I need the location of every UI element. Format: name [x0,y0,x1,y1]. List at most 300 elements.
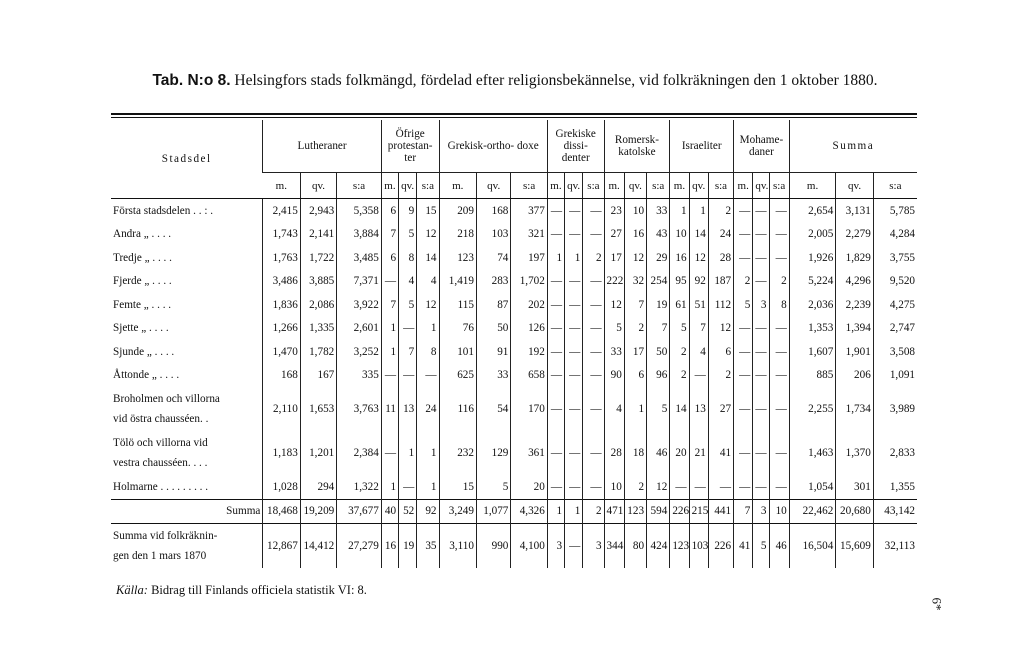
subheader-sa: s:a [873,173,917,199]
table-cell: 12 [708,317,733,341]
header-israeliter: Israeliter [670,120,734,173]
table-cell: 361 [511,431,547,475]
table-cell: 5 [476,475,510,499]
table-cell: 24 [708,223,733,247]
table-cell: 23 [604,199,624,223]
table-row [111,293,917,317]
table-cell: 17 [624,340,646,364]
table-cell: 1,028 [263,475,300,499]
table-cell: — [399,475,417,499]
row-label [111,499,263,524]
table-cell: — [753,387,769,431]
subheader-sa: s:a [647,173,670,199]
row-label-line: Femte „ . . . . [113,298,172,311]
table-cell: 7 [381,223,398,247]
table-cell: 254 [647,270,670,294]
table-cell: 8 [417,340,439,364]
row-label-line: Tölö och villorna vid [113,437,208,449]
table-row [111,270,917,294]
table-cell: 5 [399,223,417,247]
table-cell: 2,415 [263,199,300,223]
table-cell: 103 [476,223,510,247]
table-cell: 2,141 [300,223,336,247]
subheader-m: m. [670,173,689,199]
table-cell: 112 [708,293,733,317]
table-cell: 1,470 [263,340,300,364]
table-cell: 226 [708,524,733,569]
table-cell: 2 [583,246,604,270]
table-cell: — [565,223,583,247]
table-cell: 51 [689,293,708,317]
table-cell: 1,836 [263,293,300,317]
table-cell: 41 [734,524,753,569]
table-cell: 2,086 [300,293,336,317]
row-label-line: Holmarne . . . . . . . . . [113,480,209,493]
table-cell: 74 [476,246,510,270]
table-cell: 1,607 [789,340,836,364]
table-cell: 1 [565,246,583,270]
table-cell: 8 [769,293,789,317]
header-lutheraner: Lutheraner [263,120,381,173]
table-cell: 1 [417,317,439,341]
table-cell: — [565,364,583,388]
table-cell: — [734,317,753,341]
table-cell: — [381,431,398,475]
table-cell: 27 [604,223,624,247]
table-cell: 2,279 [836,223,873,247]
table-cell: 321 [511,223,547,247]
table-cell: 61 [670,293,689,317]
table-cell: 20 [511,475,547,499]
table-cell: 1 [547,499,564,524]
table-cell: — [753,475,769,499]
table-cell: 22,462 [789,499,836,524]
table-cell: 33 [604,340,624,364]
table-cell: — [670,475,689,499]
subheader-qv: qv. [476,173,510,199]
table-cell: 192 [511,340,547,364]
table-cell: 2,255 [789,387,836,431]
table-cell: 5 [734,293,753,317]
table-cell: — [583,317,604,341]
table-cell: 1 [689,199,708,223]
table-cell: 2,654 [789,199,836,223]
table-cell: — [769,340,789,364]
table-cell: 7 [624,293,646,317]
table-cell: 3 [547,524,564,569]
table-cell: 658 [511,364,547,388]
header-grekisk-orthodoxe: Grekisk-ortho- doxe [439,120,547,173]
table-cell: 4 [689,340,708,364]
table-row [111,199,917,223]
table-cell: — [734,246,753,270]
table-cell: 35 [417,524,439,569]
table-cell: 50 [476,317,510,341]
table-cell: 5,785 [873,199,917,223]
row-label [111,364,263,388]
row-label [111,340,263,364]
table-cell: 2,747 [873,317,917,341]
table-cell: — [583,475,604,499]
table-cell: 222 [604,270,624,294]
table-cell: 32,113 [873,524,917,569]
table-cell: 7 [381,293,398,317]
table-cell: 19 [647,293,670,317]
population-table [111,120,917,568]
table-cell: — [583,270,604,294]
table-cell: 126 [511,317,547,341]
table-cell: 170 [511,387,547,431]
table-cell: 2,833 [873,431,917,475]
table-cell: — [753,317,769,341]
row-label [111,387,263,431]
subheader-m: m. [547,173,564,199]
table-cell: 1,743 [263,223,300,247]
table-cell: 27 [708,387,733,431]
table-cell: 123 [670,524,689,569]
table-cell: — [734,340,753,364]
subheader-qv: qv. [624,173,646,199]
table-cell: 19,209 [300,499,336,524]
subheader-m: m. [263,173,300,199]
table-cell: 2 [734,270,753,294]
table-cell: 3,884 [337,223,382,247]
row-label [111,199,263,223]
table-cell: 16 [670,246,689,270]
table-cell: 2 [624,317,646,341]
table-cell: — [583,293,604,317]
table-cell: 123 [439,246,476,270]
table-cell: — [565,199,583,223]
table-cell: 294 [300,475,336,499]
table-cell: — [547,293,564,317]
table-cell: 3,252 [337,340,382,364]
table-cell: — [565,340,583,364]
table-cell: 1,091 [873,364,917,388]
table-cell: 15,609 [836,524,873,569]
table-cell: 12 [604,293,624,317]
row-label-line: Första stadsdelen . . : . [113,204,214,217]
table-cell: 12 [647,475,670,499]
table-cell: 1 [399,431,417,475]
table-cell: 43,142 [873,499,917,524]
row-label [111,524,263,569]
table-cell: — [769,475,789,499]
table-cell: 3,249 [439,499,476,524]
table-cell: 232 [439,431,476,475]
table-row [111,223,917,247]
table-cell: — [583,340,604,364]
table-cell: 2 [708,364,733,388]
summa-row [111,499,917,524]
table-cell: — [547,387,564,431]
table-caption: Helsingfors stads folkmängd, fördelad efter religionsbekännelse, vid folkräkningen den 1 oktober 1880. [234,72,878,89]
table-cell: — [769,223,789,247]
table-cell: 3,989 [873,387,917,431]
table-cell: 197 [511,246,547,270]
table-cell: 92 [689,270,708,294]
table-cell: — [734,431,753,475]
table-cell: 9,520 [873,270,917,294]
table-row [111,431,917,475]
subheader-sa: s:a [417,173,439,199]
table-cell: — [708,475,733,499]
row-label-line: gen den 1 mars 1870 [113,550,207,562]
row-label-line: Summa vid folkräknin- [113,530,218,542]
table-cell: — [583,387,604,431]
table-cell: 54 [476,387,510,431]
table-cell: 50 [647,340,670,364]
table-cell: 1,926 [789,246,836,270]
table-cell: 1,782 [300,340,336,364]
table-cell: — [547,364,564,388]
table-cell: 1,901 [836,340,873,364]
subheader-qv: qv. [689,173,708,199]
table-cell: — [565,524,583,569]
table-cell: 33 [476,364,510,388]
table-cell: — [753,223,769,247]
table-cell: 4,284 [873,223,917,247]
row-label-line: Fjerde „ . . . . [113,275,172,288]
row-label-line: vestra chausséen. . . . [113,457,208,469]
table-cell: 2 [670,364,689,388]
table-cell: 92 [417,499,439,524]
table-cell: 594 [647,499,670,524]
subheader-qv: qv. [565,173,583,199]
row-label-line: Broholmen och villorna [113,393,220,405]
table-cell: 1,353 [789,317,836,341]
table-cell: 1,734 [836,387,873,431]
table-cell: 15 [439,475,476,499]
table-cell: 2,005 [789,223,836,247]
table-cell: — [565,293,583,317]
table-cell: 3,508 [873,340,917,364]
table-cell: 15 [417,199,439,223]
row-label [111,293,263,317]
table-cell: 1 [381,317,398,341]
row-label [111,317,263,341]
source-note [116,583,367,598]
row-label-line: Åttonde „ . . . . [113,369,180,382]
row-label [111,246,263,270]
table-cell: — [399,317,417,341]
table-cell: 1,183 [263,431,300,475]
table-cell: 5,224 [789,270,836,294]
row-label [111,270,263,294]
table-cell: 1,322 [337,475,382,499]
table-cell: 10 [624,199,646,223]
table-cell: 187 [708,270,733,294]
table-cell: 2 [769,270,789,294]
table-cell: — [381,364,398,388]
table-cell: 3,755 [873,246,917,270]
table-cell: 12 [417,293,439,317]
table-cell: — [565,475,583,499]
table-row [111,475,917,499]
table-cell: 2 [624,475,646,499]
table-cell: 80 [624,524,646,569]
table-cell: 3,110 [439,524,476,569]
table-cell: 1,394 [836,317,873,341]
subheader-m: m. [381,173,398,199]
table-cell: 1,702 [511,270,547,294]
table-cell: 123 [624,499,646,524]
table-cell: — [769,431,789,475]
table-cell: — [547,431,564,475]
table-cell: 1,077 [476,499,510,524]
table-cell: 3,885 [300,270,336,294]
table-cell: 6 [381,246,398,270]
header-ofrige-protestanter: Öfrige protestan- ter [381,120,439,173]
table-cell: 5 [399,293,417,317]
table-cell: — [547,199,564,223]
table-cell: 87 [476,293,510,317]
table-cell: 7 [689,317,708,341]
table-cell: 441 [708,499,733,524]
table-cell: 2,110 [263,387,300,431]
table-cell: 168 [263,364,300,388]
row-label-line: Sjunde „ . . . . [113,345,175,358]
row-label [111,431,263,475]
table-cell: 90 [604,364,624,388]
table-cell: — [547,223,564,247]
table-cell: 1,335 [300,317,336,341]
table-cell: 1,054 [789,475,836,499]
table-cell: — [583,199,604,223]
table-cell: — [753,270,769,294]
row-label-line: Andra „ . . . . [113,228,172,241]
subheader-sa: s:a [583,173,604,199]
table-cell: 13 [399,387,417,431]
row-label-line: Summa [226,505,261,518]
row-label-line: Tredje „ . . . . [113,251,172,264]
subheader-m: m. [439,173,476,199]
table-cell: — [565,431,583,475]
table-cell: 226 [670,499,689,524]
table-cell: 17 [604,246,624,270]
subheader-sa: s:a [511,173,547,199]
table-cell: 33 [647,199,670,223]
table-cell: 7 [399,340,417,364]
table-cell: 1 [381,340,398,364]
table-cell: 4 [604,387,624,431]
subheader-sa: s:a [337,173,382,199]
table-cell: 301 [836,475,873,499]
row-label [111,223,263,247]
table-cell: 6 [381,199,398,223]
table-cell: 2 [583,499,604,524]
table-cell: — [583,223,604,247]
subheader-m: m. [604,173,624,199]
table-cell: 471 [604,499,624,524]
table-cell: 625 [439,364,476,388]
table-cell: 218 [439,223,476,247]
table-cell: 10 [670,223,689,247]
table-cell: 12 [417,223,439,247]
table-cell: 2,036 [789,293,836,317]
table-cell: 2 [708,199,733,223]
table-cell: — [583,431,604,475]
table-cell: 14 [417,246,439,270]
table-cell: — [547,317,564,341]
table-cell: 1,266 [263,317,300,341]
stadsdel-header: Stadsdel [111,120,263,199]
table-cell: 4,296 [836,270,873,294]
table-cell: 29 [647,246,670,270]
table-cell: 2,384 [337,431,382,475]
table-cell: 4 [399,270,417,294]
table-cell: 1,829 [836,246,873,270]
table-cell: — [753,340,769,364]
table-cell: — [565,317,583,341]
table-row [111,246,917,270]
table-cell: 116 [439,387,476,431]
table-cell: 1 [547,246,564,270]
table-cell: — [769,246,789,270]
header-summa: Summa [789,120,917,173]
table-cell: — [769,199,789,223]
table-row [111,364,917,388]
table-cell: 5 [647,387,670,431]
source-label: Källa: [116,583,148,597]
table-cell: 168 [476,199,510,223]
table-cell: — [547,340,564,364]
table-cell: 3,763 [337,387,382,431]
table-cell: 9 [399,199,417,223]
subheader-sa: s:a [708,173,733,199]
table-cell: — [583,364,604,388]
table-cell: 1 [417,431,439,475]
previous-census-row [111,524,917,569]
table-cell: 3,131 [836,199,873,223]
table-cell: 377 [511,199,547,223]
table-cell: 3 [753,499,769,524]
table-cell: 18 [624,431,646,475]
table-cell: 5 [604,317,624,341]
table-cell: 215 [689,499,708,524]
table-row [111,340,917,364]
table-cell: 14 [670,387,689,431]
table-cell: 6 [708,340,733,364]
table-cell: 1,355 [873,475,917,499]
table-cell: 95 [670,270,689,294]
table-cell: 14,412 [300,524,336,569]
table-cell: — [565,270,583,294]
table-cell: 41 [708,431,733,475]
table-cell: — [769,387,789,431]
table-cell: 103 [689,524,708,569]
table-cell: 4 [417,270,439,294]
table-cell: — [399,364,417,388]
table-cell: 8 [399,246,417,270]
table-cell: 12 [624,246,646,270]
subheader-qv: qv. [753,173,769,199]
table-cell: 16 [624,223,646,247]
table-cell: 1,763 [263,246,300,270]
table-cell: 2,601 [337,317,382,341]
subheader-m: m. [734,173,753,199]
table-cell: 2 [670,340,689,364]
table-cell: 1,653 [300,387,336,431]
table-cell: 20 [670,431,689,475]
table-cell: 344 [604,524,624,569]
table-cell: 18,468 [263,499,300,524]
table-cell: 129 [476,431,510,475]
top-rule-thick [111,113,917,115]
table-cell: 2,943 [300,199,336,223]
table-cell: 12 [689,246,708,270]
table-cell: — [734,387,753,431]
